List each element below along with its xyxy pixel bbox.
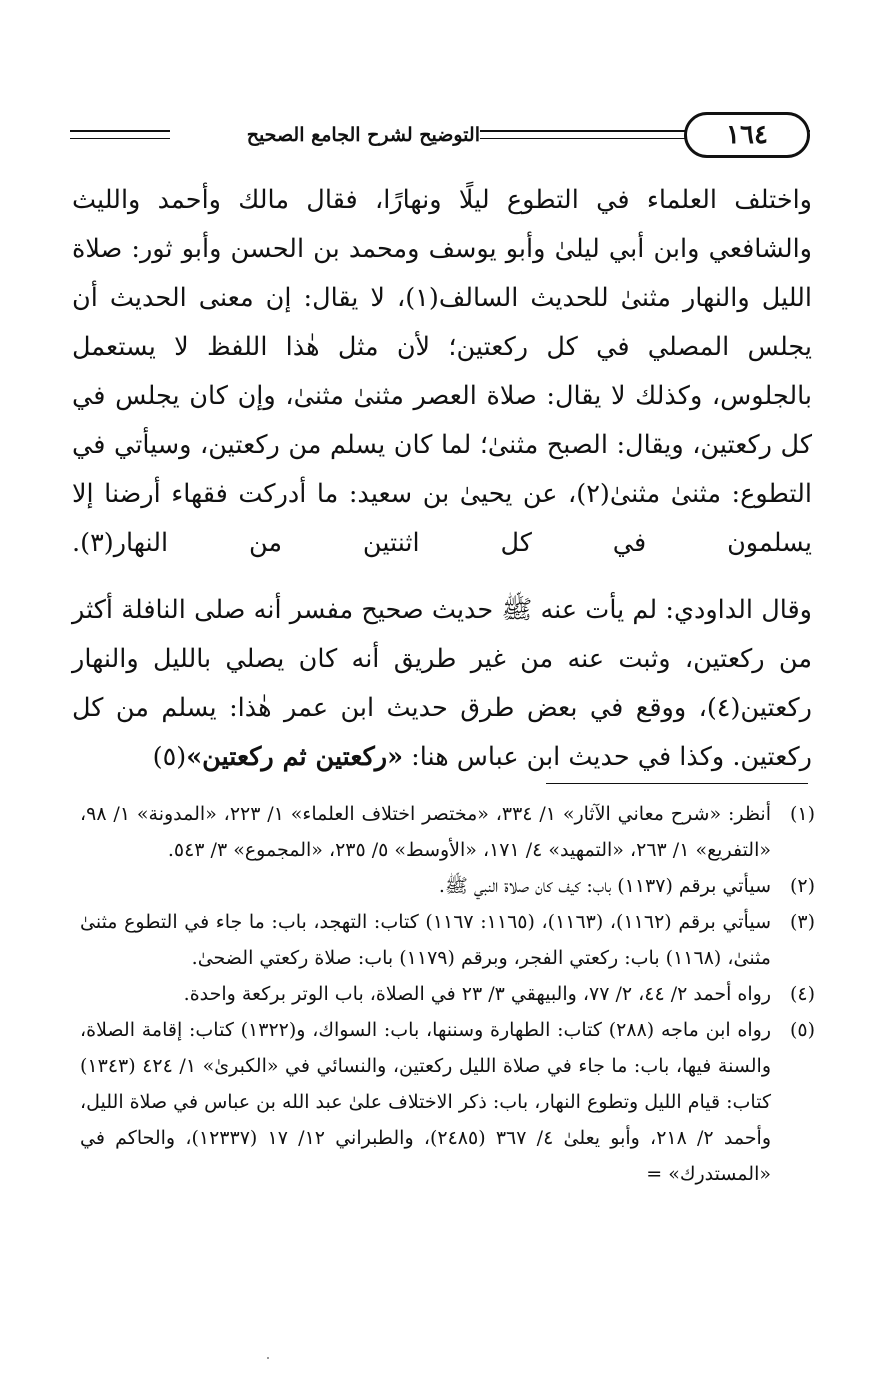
running-title: التوضيح لشرح الجامع الصحيح <box>250 120 480 150</box>
footnote-mark-5: (٥) <box>152 742 187 772</box>
footnote-number: (٥) <box>789 1019 815 1041</box>
paragraph-1: واختلف العلماء في التطوع ليلًا ونهارًا، فقال مالك وأحمد والليث والشافعي وابن أبي ليلىٰ وأبو يوسف ومحمد بن الحسن وأبو ثور: صلاة الليل والنهار مثنىٰ للحديث السالف(١)، لا يقال: إن معنى الحديث أن يجلس المصلي في كل ركعتين؛ لأن مثل هٰذا اللفظ لا يستعمل بالجلوس، وكذلك لا يقال: صلاة العصر مثنىٰ مثنىٰ، وإن كان يجلس في كل ركعتين، ويقال: الصبح مثنىٰ؛ لما كان يسلم من ركعتين، وسيأتي في التطوع: مثنىٰ مثنىٰ(٢)، عن يحيىٰ بن سعيد: ما أدركت فقهاء أرضنا إلا يسلمون في كل اثنتين من النهار(٣). <box>72 185 812 558</box>
header-rule-left-top <box>70 130 170 132</box>
paragraph-2-text: وقال الداودي: لم يأت عنه ﷺ حديث صحيح مفسر أنه صلى النافلة أكثر من ركعتين، وثبت عنه من غير طريق أنه كان يصلي بالليل والنهار ركعتين(٤)، ووقع في بعض طرق حديث ابن عمر هٰذا: يسلم من كل ركعتين. وكذا في حديث ابن عباس هنا: <box>72 595 812 772</box>
footnote-text: رواه أحمد ٢/ ٤٤، ٢/ ٧٧، والبيهقي ٣/ ٢٣ في الصلاة، باب الوتر بركعة واحدة. <box>183 983 771 1005</box>
footnotes <box>80 796 815 1192</box>
paragraph-2 <box>72 586 812 782</box>
page-number: ١٦٤ <box>684 112 810 158</box>
footnote-text: سيأتي برقم (١١٦٢)، (١١٦٣)، (١١٦٥: ١١٦٧) كتاب: التهجد، باب: ما جاء في التطوع مثنىٰ مثنىٰ، (١١٦٨) باب: ركعتي الفجر، وبرقم (١١٧٩) باب: صلاة ركعتي الضحىٰ. <box>80 911 771 969</box>
paragraph-2-quote: «ركعتين ثم ركعتين» <box>186 742 404 772</box>
footnote-3 <box>80 904 815 976</box>
footnote-5 <box>80 1012 815 1192</box>
footnote-number: (٣) <box>789 911 815 933</box>
footnote-4 <box>80 976 815 1012</box>
footnote-1 <box>80 796 815 868</box>
scan-speck <box>267 1357 269 1359</box>
footnote-separator <box>546 783 808 784</box>
main-text <box>72 176 812 782</box>
footnote-number: (٤) <box>789 983 815 1005</box>
footnote-number: (٢) <box>789 875 815 897</box>
footnote-2 <box>80 868 815 904</box>
header-rule-left-bottom <box>70 138 170 139</box>
footnote-text: أنظر: «شرح معاني الآثار» ١/ ٣٣٤، «مختصر اختلاف العلماء» ١/ ٢٢٣، «المدونة» ١/ ٩٨، «التفريع» ١/ ٢٦٣، «التمهيد» ٤/ ١٧١، «الأوسط» ٥/ ٢٣٥، «المجموع» ٣/ ٥٤٣. <box>80 803 771 861</box>
footnote-text: رواه ابن ماجه (٢٨٨) كتاب: الطهارة وسننها، باب: السواك، و(١٣٢٢) كتاب: إقامة الصلاة، والسنة فيها، باب: ما جاء في صلاة الليل ركعتين، والنسائي في «الكبرىٰ» ١/ ٤٢٤ (١٣٤٣) كتاب: قيام الليل وتطوع النهار، باب: ذكر الاختلاف علىٰ عبد الله بن عباس في صلاة الليل، وأحمد ٢/ ٢١٨، وأبو يعلىٰ ٤/ ٣٦٧ (٢٤٨٥)، والطبراني ١٢/ ١٧ (١٢٣٣٧)، والحاكم في «المستدرك» = <box>80 1019 772 1185</box>
page-header <box>70 108 810 162</box>
footnote-number: (١) <box>789 803 815 825</box>
footnote-text: سيأتي برقم (١١٣٧) باب: كيف كان صلاة النبي ﷺ. <box>438 875 771 897</box>
